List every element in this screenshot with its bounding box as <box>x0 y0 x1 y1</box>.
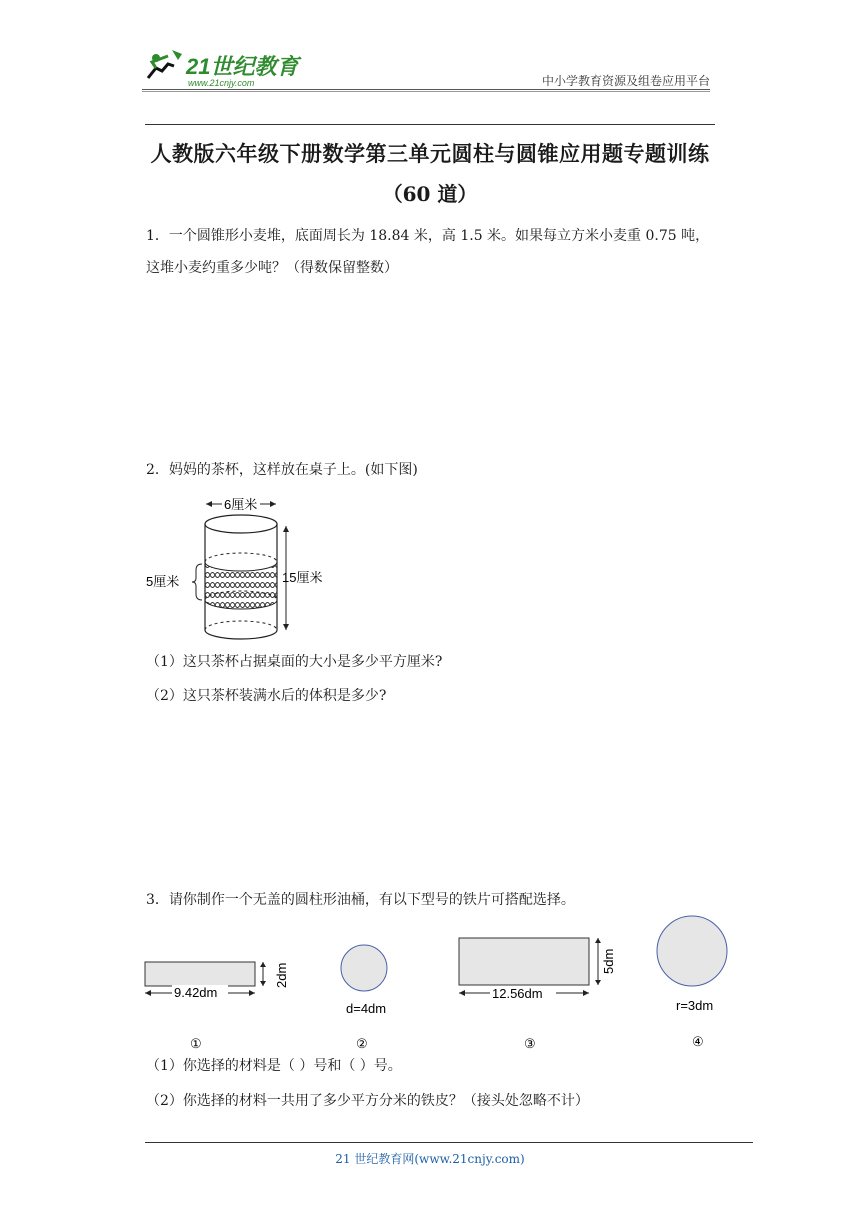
question-2-text: 2．妈妈的茶杯，这样放在桌子上。(如下图) <box>146 462 418 478</box>
teacup-figure <box>140 490 340 640</box>
question-3-text: 3．请你制作一个无盖的圆柱形油桶，有以下型号的铁片可搭配选择。 <box>146 892 575 908</box>
sheet-1-width: 9.42dm <box>174 985 218 1000</box>
question-3-sub-2: （2）你选择的材料一共用了多少平方分米的铁皮？（接头处忽略不计） <box>146 1093 589 1109</box>
header-platform-text: 中小学教育资源及组卷应用平台 <box>541 74 710 88</box>
page-title: 人教版六年级下册数学第三单元圆柱与圆锥应用题专题训练 <box>150 141 710 166</box>
sheet-1-number: ① <box>190 1036 202 1051</box>
cup-height-label: 15厘米 <box>282 570 323 585</box>
iron-sheets-figure <box>140 910 740 1055</box>
title-top-rule <box>145 124 715 125</box>
cup-diameter-label: 6厘米 <box>224 497 258 512</box>
site-logo[interactable] <box>142 44 312 90</box>
logo-url: www.21cnjy.com <box>188 78 255 88</box>
band-height-label: 5厘米 <box>146 574 180 589</box>
sheet-2-number: ② <box>356 1036 368 1051</box>
question-1-line-1: 1．一个圆锥形小麦堆，底面周长为 18.84 米，高 1.5 米。如果每立方米小麦重 0.75 吨， <box>146 228 710 244</box>
footer-divider <box>145 1142 753 1143</box>
header-divider <box>142 89 710 90</box>
sheet-3 <box>459 938 616 1051</box>
footer-link[interactable]: 21 世纪教育网(www.21cnjy.com) <box>335 1152 525 1166</box>
page-subtitle: （60 道） <box>382 182 478 206</box>
sheet-2-diameter: d=4dm <box>346 1001 387 1016</box>
question-2-sub-2: （2）这只茶杯装满水后的体积是多少? <box>146 688 387 704</box>
sheet-2 <box>341 945 387 1051</box>
question-3-sub-1: （1）你选择的材料是（ ）号和（ ）号。 <box>146 1058 402 1074</box>
sheet-3-height: 5dm <box>601 948 616 974</box>
header-divider-secondary <box>142 91 710 92</box>
sheet-1-height: 2dm <box>274 962 289 988</box>
sheet-3-number: ③ <box>524 1036 536 1051</box>
sheet-4 <box>657 916 727 1049</box>
runner-icon <box>148 50 182 78</box>
question-2-sub-1: （1）这只茶杯占据桌面的大小是多少平方厘米? <box>146 654 443 670</box>
question-1-line-2: 这堆小麦约重多少吨？（得数保留整数） <box>146 260 398 276</box>
sheet-3-width: 12.56dm <box>492 986 543 1001</box>
logo-text: 21世纪教育 <box>186 54 299 79</box>
sheet-4-number: ④ <box>692 1034 704 1049</box>
sheet-1 <box>145 962 289 1051</box>
sheet-4-radius: r=3dm <box>676 998 714 1013</box>
